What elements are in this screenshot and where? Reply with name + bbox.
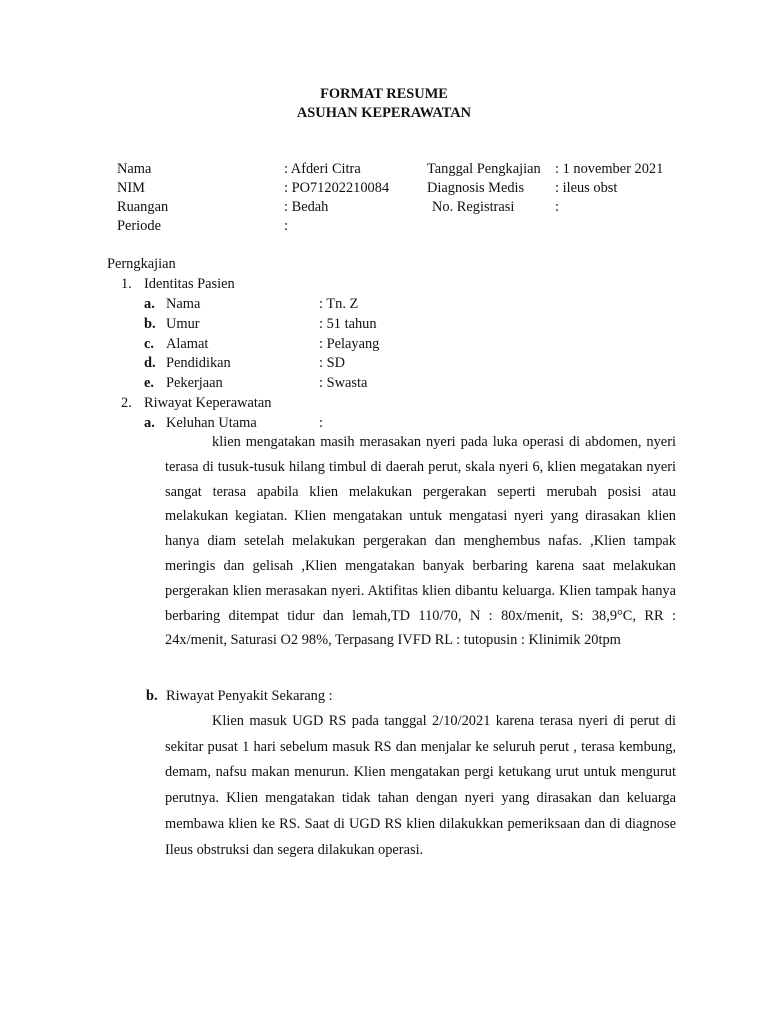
- section-heading-pengkajian: Perngkajian: [107, 256, 176, 272]
- list-letter: b.: [146, 688, 158, 704]
- list-letter: c.: [144, 336, 154, 352]
- header-value-diagnosis: : ileus obst: [555, 180, 618, 196]
- identitas-value-nama: : Tn. Z: [319, 296, 359, 312]
- header-label-diagnosis: Diagnosis Medis: [427, 180, 525, 196]
- identitas-value-pendidikan: : SD: [319, 355, 345, 371]
- document-title-line2: ASUHAN KEPERAWATAN: [296, 105, 472, 121]
- header-label-ruangan: Ruangan: [117, 199, 169, 215]
- list-letter: a.: [144, 415, 155, 431]
- section2-title: Riwayat Keperawatan: [144, 395, 272, 411]
- identitas-label-pekerjaan: Pekerjaan: [166, 375, 223, 391]
- riwayat-penyakit-label: Riwayat Penyakit Sekarang :: [166, 688, 333, 704]
- header-label-periode: Periode: [117, 218, 161, 234]
- header-label-nim: NIM: [117, 180, 145, 196]
- header-label-registrasi: No. Registrasi: [432, 199, 515, 215]
- header-value-registrasi: :: [555, 199, 559, 215]
- list-letter: b.: [144, 316, 156, 332]
- keluhan-utama-label: Keluhan Utama: [166, 415, 257, 431]
- list-letter: a.: [144, 296, 155, 312]
- identitas-value-alamat: : Pelayang: [319, 336, 380, 352]
- keluhan-utama-paragraph: klien mengatakan masih merasakan nyeri pada luka operasi di abdomen, nyeri terasa di tusuk-tusuk hilang timbul di daerah perut, skala nyeri 6, klien megatakan nyeri sangat terasa apabila klien melakukan pergerakan seperti merubah posisi atau melakukan kegiatan. Klien mengatakan untuk mengatasi nyeri yang dirasakan klien hanya diam setelah melakukan pergerakan dan menghembus nafas. ,Klien tampak meringis dan gelisah ,Klien mengatakan banyak berbaring karena saat melakukan pergerakan klien merasakan nyeri. Aktifitas klien dibantu keluarga. Klien tampak hanya berbaring ditempat tidur dan lemah,TD 110/70, N : 80x/menit, S: 38,9°C, RR : 24x/menit, Saturasi O2 98%, Terpasang IVFD RL : tutopusin : Klinimik 20tpm: [165, 434, 676, 649]
- list-letter: d.: [144, 355, 156, 371]
- section1-title: Identitas Pasien: [144, 276, 235, 292]
- keluhan-utama-colon: :: [319, 415, 323, 431]
- header-label-tanggal: Tanggal Pengkajian: [427, 161, 541, 177]
- header-value-ruangan: : Bedah: [284, 199, 329, 215]
- header-value-periode: :: [284, 218, 288, 234]
- document-title-line1: FORMAT RESUME: [320, 86, 448, 102]
- identitas-label-pendidikan: Pendidikan: [166, 355, 231, 371]
- identitas-label-alamat: Alamat: [166, 336, 209, 352]
- identitas-label-umur: Umur: [166, 316, 200, 332]
- header-value-nama: : Afderi Citra: [284, 161, 361, 177]
- header-value-nim: : PO71202210084: [284, 180, 390, 196]
- identitas-value-pekerjaan: : Swasta: [319, 375, 368, 391]
- header-label-nama: Nama: [117, 161, 152, 177]
- identitas-value-umur: : 51 tahun: [319, 316, 377, 332]
- section1-number: 1.: [121, 276, 132, 292]
- section2-number: 2.: [121, 395, 132, 411]
- list-letter: e.: [144, 375, 154, 391]
- header-value-tanggal: : 1 november 2021: [555, 161, 664, 177]
- riwayat-penyakit-paragraph: Klien masuk UGD RS pada tanggal 2/10/2021 karena terasa nyeri di perut di sekitar pusat 1 hari sebelum masuk RS dan menjalar ke seluruh perut , terasa kembung, demam, nafsu makan menurun. Klien mengatakan pergi ketukang urut untuk mengurut perutnya. Klien mengatakan tidak tahan dengan nyeri yang dirasakan dan keluarga membawa klien ke RS. Saat di UGD RS klien dilakukkan pemeriksaan dan di diagnose Ileus obstruksi dan segera dilakukan operasi.: [165, 713, 676, 858]
- identitas-label-nama: Nama: [166, 296, 201, 312]
